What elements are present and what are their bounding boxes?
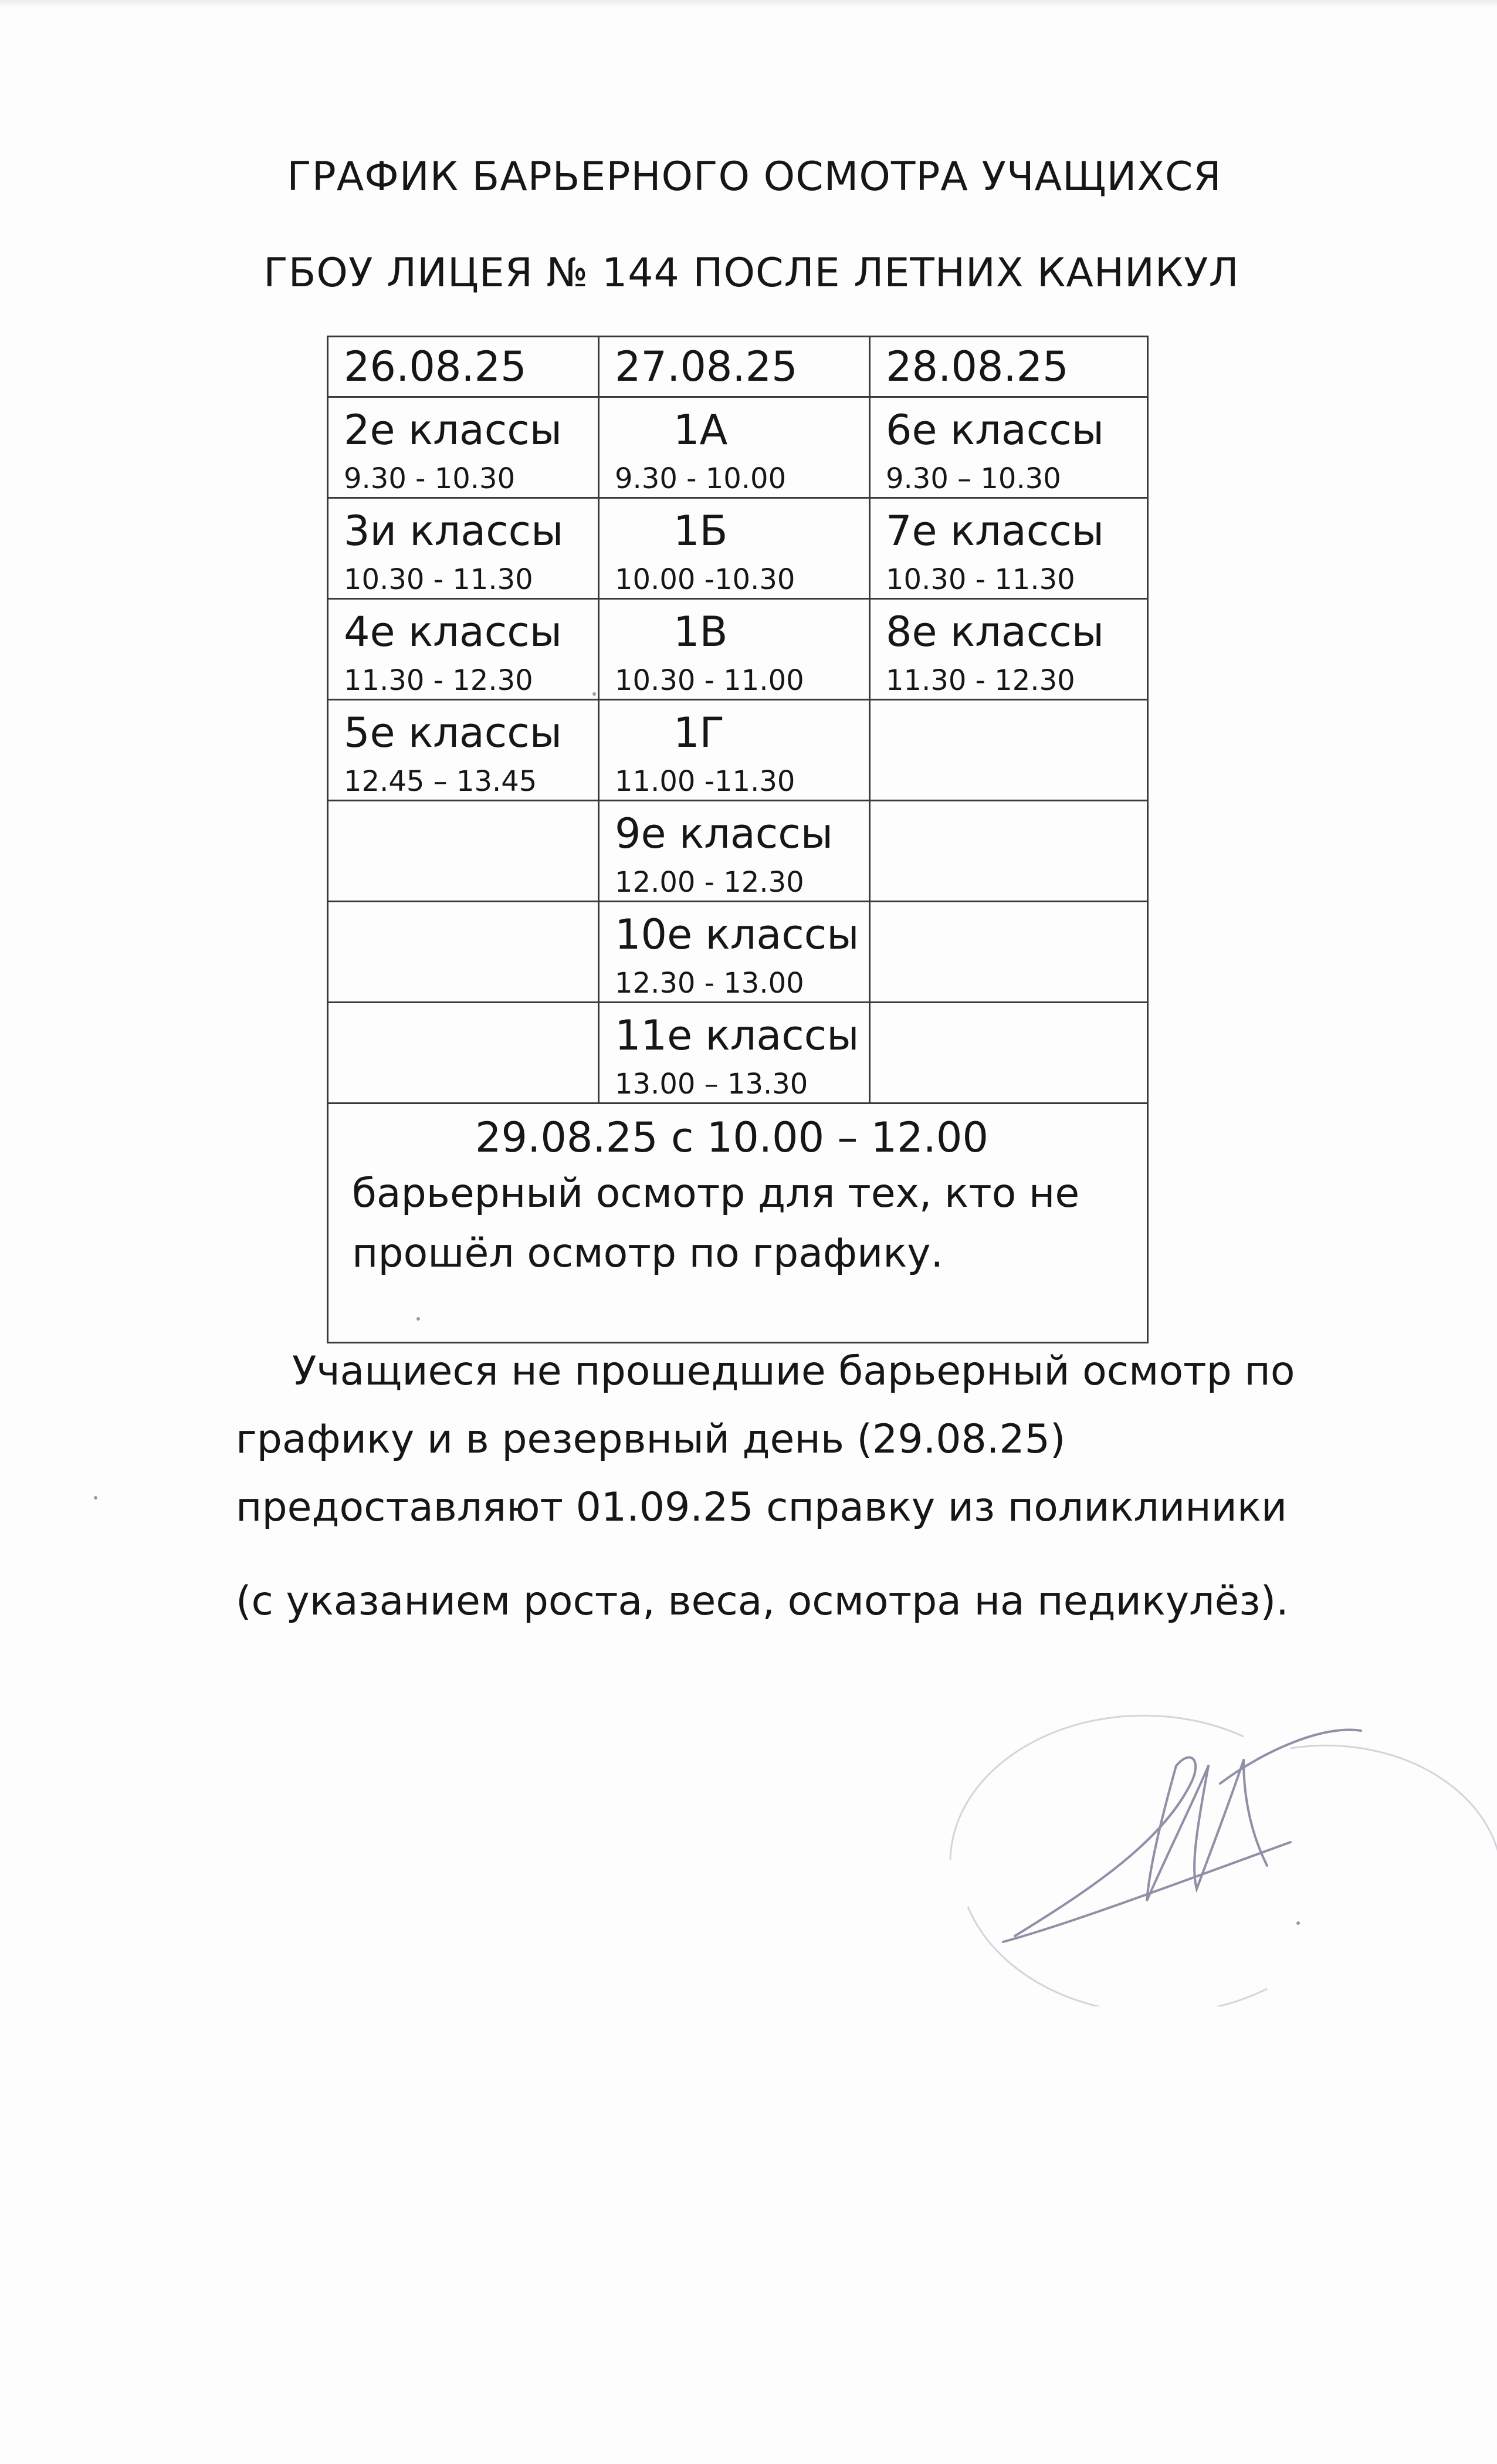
time-range: 12.45 – 13.45 [344,765,537,798]
schedule-row [328,700,1148,801]
class-label: 1А [673,406,728,454]
schedule-cell [870,397,1148,498]
schedule-cell [599,498,870,599]
reserve-date-line: 29.08.25 с 10.00 – 12.00 [475,1113,988,1162]
schedule-row [328,397,1148,498]
scan-speck [592,692,596,696]
signature-stamp [915,1713,1497,2006]
class-label [344,1003,598,1015]
schedule-cell [599,902,870,1003]
class-label: 1Б [673,507,728,555]
schedule-row [328,1003,1148,1104]
time-range: 11.30 - 12.30 [344,664,533,697]
header-cell [870,337,1148,397]
class-label: 11е классы [615,1011,859,1060]
header-date: 27.08.25 [615,343,798,391]
schedule-row [328,902,1148,1003]
class-label: 6е классы [886,406,1105,454]
scan-speck [94,1496,97,1500]
time-range [886,914,1147,927]
schedule-cell [328,397,599,498]
time-range [886,712,1147,725]
schedule-cell [599,700,870,801]
schedule-cell [328,700,599,801]
time-range: 10.30 - 11.00 [615,664,804,697]
schedule-cell-empty [870,801,1148,902]
class-label [344,801,598,813]
class-label [344,902,598,914]
class-label: 2е классы [344,406,563,454]
reserve-description: барьерный осмотр для тех, кто не прошёл осмотр по графику. [352,1170,1080,1277]
schedule-cell-empty [870,902,1148,1003]
time-range: 13.00 – 13.30 [615,1068,808,1101]
schedule-cell-empty [328,1003,599,1104]
class-label: 1Г [673,709,725,757]
time-range [344,813,598,826]
header-date: 28.08.25 [886,343,1069,391]
class-label [886,801,1147,813]
time-range: 12.00 - 12.30 [615,866,804,899]
time-range: 11.30 - 12.30 [886,664,1075,697]
class-label [886,902,1147,914]
schedule-row [328,599,1148,700]
time-range: 9.30 - 10.30 [344,462,516,495]
schedule-cell-empty [328,801,599,902]
time-range: 10.00 -10.30 [615,563,795,596]
schedule-cell-empty [328,902,599,1003]
schedule-cell [599,801,870,902]
time-range: 9.30 – 10.30 [886,462,1061,495]
class-label: 1В [673,608,728,656]
stamp-circle [950,1715,1497,2006]
class-label: 3и классы [344,507,564,555]
time-range: 12.30 - 13.00 [615,967,804,1000]
schedule-cell [870,498,1148,599]
header-cell [599,337,870,397]
time-range: 9.30 - 10.00 [615,462,787,495]
header-cell [328,337,599,397]
class-label: 4е классы [344,608,563,656]
time-range [344,914,598,927]
schedule-cell [599,599,870,700]
schedule-row [328,498,1148,599]
schedule-cell [870,599,1148,700]
signature-scribble [1003,1729,1361,1942]
class-label: 9е классы [615,810,834,858]
schedule-header-row [328,337,1148,397]
time-range [886,813,1147,826]
class-label: 7е классы [886,507,1105,555]
time-range [344,1015,598,1028]
note-paragraph: Учащиеся не прошедшие барьерный осмотр по графику и в резервный день (29.08.25) предоставляют 01.09.25 справку из поликлиники [236,1348,1295,1531]
header-date: 26.08.25 [344,343,527,391]
schedule-cell [599,397,870,498]
class-label: 8е классы [886,608,1105,656]
time-range: 11.00 -11.30 [615,765,795,798]
schedule-row [328,801,1148,902]
note-clarification: (с указанием роста, веса, осмотра на педикулёз). [236,1578,1289,1624]
document-title-line-1: ГРАФИК БАРЬЕРНОГО ОСМОТРА УЧАЩИХСЯ [287,154,1222,200]
time-range: 10.30 - 11.30 [344,563,533,596]
time-range: 10.30 - 11.30 [886,563,1075,596]
schedule-cell-empty [870,1003,1148,1104]
schedule-cell-empty [870,700,1148,801]
schedule-cell [599,1003,870,1104]
scan-speck [416,1317,420,1321]
class-label [886,1003,1147,1015]
scan-speck [1296,1921,1300,1925]
schedule-cell [328,599,599,700]
class-label [886,700,1147,712]
document-title-line-2: ГБОУ ЛИЦЕЯ № 144 ПОСЛЕ ЛЕТНИХ КАНИКУЛ [263,250,1239,296]
schedule-table [327,336,1149,1343]
time-range [886,1015,1147,1028]
reserve-row [328,1104,1148,1343]
reserve-cell [328,1104,1148,1343]
class-label: 5е классы [344,709,563,757]
schedule-cell [328,498,599,599]
scan-edge [0,0,1497,8]
class-label: 10е классы [615,911,859,959]
